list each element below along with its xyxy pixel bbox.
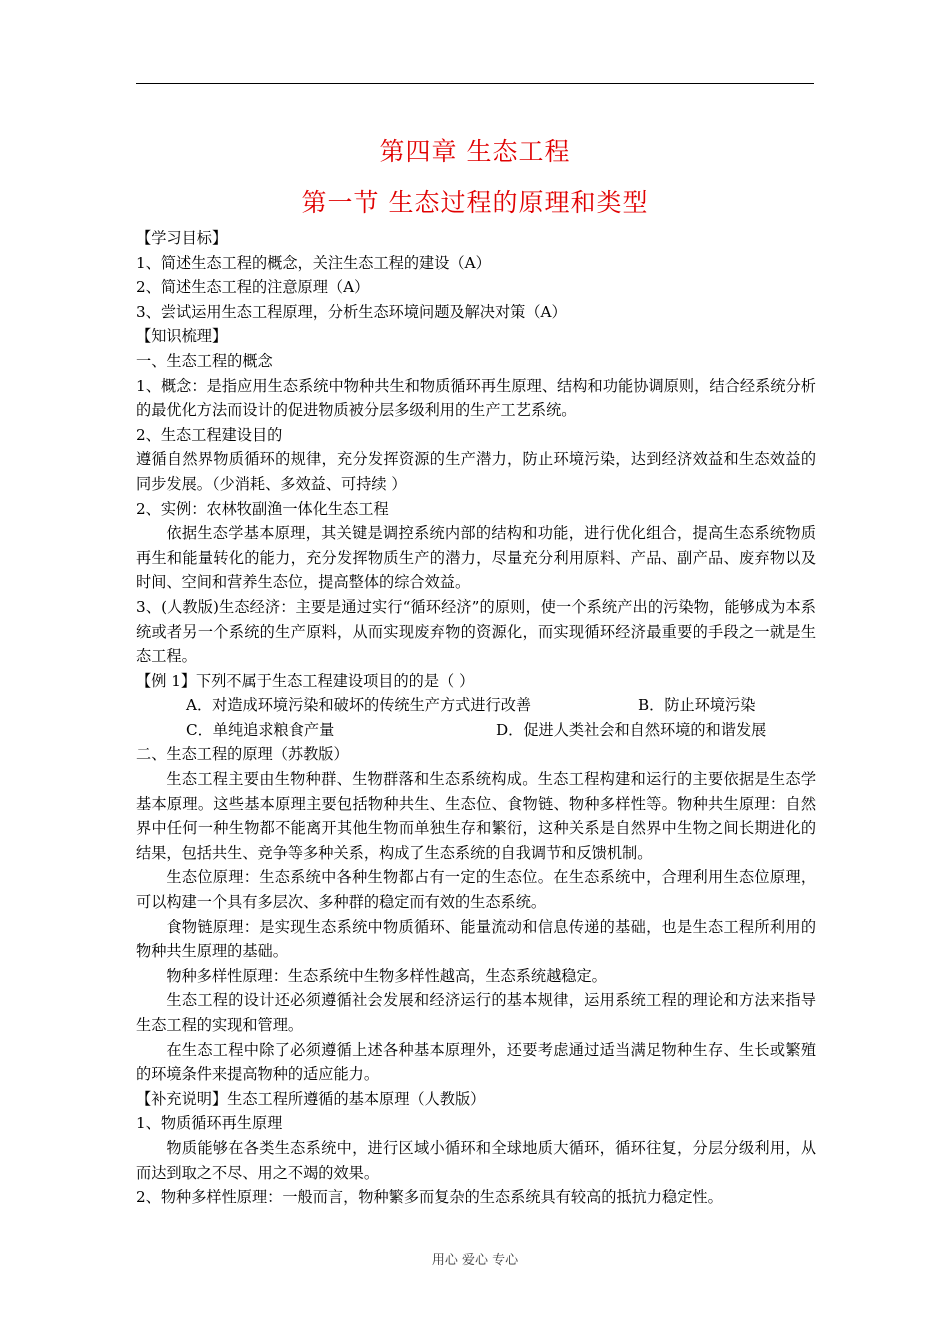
header-rule (136, 83, 814, 84)
option-d: D．促进人类社会和自然环境的和谐发展 (496, 720, 767, 739)
purpose-title: 2、生态工程建设目的 (136, 425, 283, 444)
supplement-heading: 【补充说明】生态工程所遵循的基本原理（人教版） (136, 1089, 486, 1108)
concept-paragraph: 1、概念：是指应用生态系统中物种共生和物质循环再生原理、结构和功能协调原则，结合经系统分析的最优化方法而设计的促进物质被分层多级利用的生产工艺系统。 (136, 376, 816, 420)
option-c: C．单纯追求粮食产量 (186, 720, 335, 739)
eco-economy-paragraph: 3、(人教版)生态经济：主要是通过实行“循环经济”的原则，使一个系统产出的污染物，能够成为本系统或者另一个系统的生产原料，从而实现废弃物的资源化，而实现循环经济最重要的手段之一就是生态工程。 (136, 597, 816, 666)
document-body (136, 226, 816, 1210)
principles-paragraph: 生态工程的设计还必须遵循社会发展和经济运行的基本规律，运用系统工程的理论和方法来指导生态工程的实现和管理。 (136, 991, 816, 1034)
option-a: A．对造成环境污染和破坏的传统生产方式进行改善 (186, 696, 532, 715)
supplement-item1-title: 1、物质循环再生原理 (136, 1114, 283, 1133)
example-paragraph: 依据生态学基本原理，其关键是调控系统内部的结构和功能，进行优化组合，提高生态系统物质再生和能量转化的能力，充分发挥物质生产的潜力，尽量充分利用原料、产品、副产品、废弃物以及时间、空间和营养生态位，提高整体的综合效益。 (136, 524, 816, 592)
principles-paragraph: 在生态工程中除了必须遵循上述各种基本原理外，还要考虑通过适当满足物种生存、生长或繁殖的环境条件来提高物种的适应能力。 (136, 1040, 816, 1084)
goal-item: 2、简述生态工程的注意原理（A） (136, 278, 370, 297)
purpose-paragraph: 遵循自然界物质循环的规律，充分发挥资源的生产潜力，防止环境污染，达到经济效益和生态效益的同步发展。（少消耗、多效益、可持续 ） (136, 450, 816, 493)
goal-item: 3、尝试运用生态工程原理，分析生态环境问题及解决对策（A） (136, 302, 567, 321)
supplement-item1-text: 物质能够在各类生态系统中，进行区域小循环和全球地质大循环，循环往复，分层分级利用，从而达到取之不尽、用之不竭的效果。 (136, 1138, 816, 1182)
principles-paragraph: 生态工程主要由生物种群、生物群落和生态系统构成。生态工程构建和运行的主要依据是生态学基本原理。这些基本原理主要包括物种共生、生态位、食物链、物种多样性等。物种共生原理：自然界中任何一种生物都不能离开其他生物而单独生存和繁衍，这种关系是自然界中生物之间长期进化的结果，包括共生、竞争等多种关系，构成了生态系统的自我调节和反馈机制。 (136, 770, 816, 862)
example-title: 2、实例：农林牧副渔一体化生态工程 (136, 499, 389, 518)
section-title: 第一节 生态过程的原理和类型 (301, 188, 649, 217)
principles-paragraph: 物种多样性原理：生态系统中生物多样性越高，生态系统越稳定。 (166, 966, 607, 985)
supplement-item2: 2、物种多样性原理：一般而言，物种繁多而复杂的生态系统具有较高的抵抗力稳定性。 (136, 1188, 723, 1207)
example1-question: 【例 1】下列不属于生态工程建设项目的的是（ ） (136, 671, 475, 690)
chapter-title: 第四章 生态工程 (379, 137, 571, 166)
principles-title: 二、生态工程的原理（苏教版） (136, 745, 349, 764)
principles-paragraph: 生态位原理：生态系统中各种生物都占有一定的生态位。在生态系统中，合理利用生态位原理，可以构建一个具有多层次、多种群的稳定而有效的生态系统。 (136, 868, 816, 912)
principles-paragraph: 食物链原理：是实现生态系统中物质循环、能量流动和信息传递的基础，也是生态工程所利用的物种共生原理的基础。 (136, 917, 816, 961)
goal-item: 1、简述生态工程的概念，关注生态工程的建设（A） (136, 253, 491, 272)
goals-heading: 【学习目标】 (136, 229, 228, 247)
option-b: B．防止环境污染 (638, 696, 756, 715)
options-row-cd (136, 718, 816, 743)
options-row-ab (136, 693, 816, 718)
part1-title: 一、生态工程的概念 (136, 351, 273, 370)
knowledge-heading: 【知识梳理】 (136, 327, 228, 346)
page-footer: 用心 爱心 专心 (431, 1253, 519, 1268)
